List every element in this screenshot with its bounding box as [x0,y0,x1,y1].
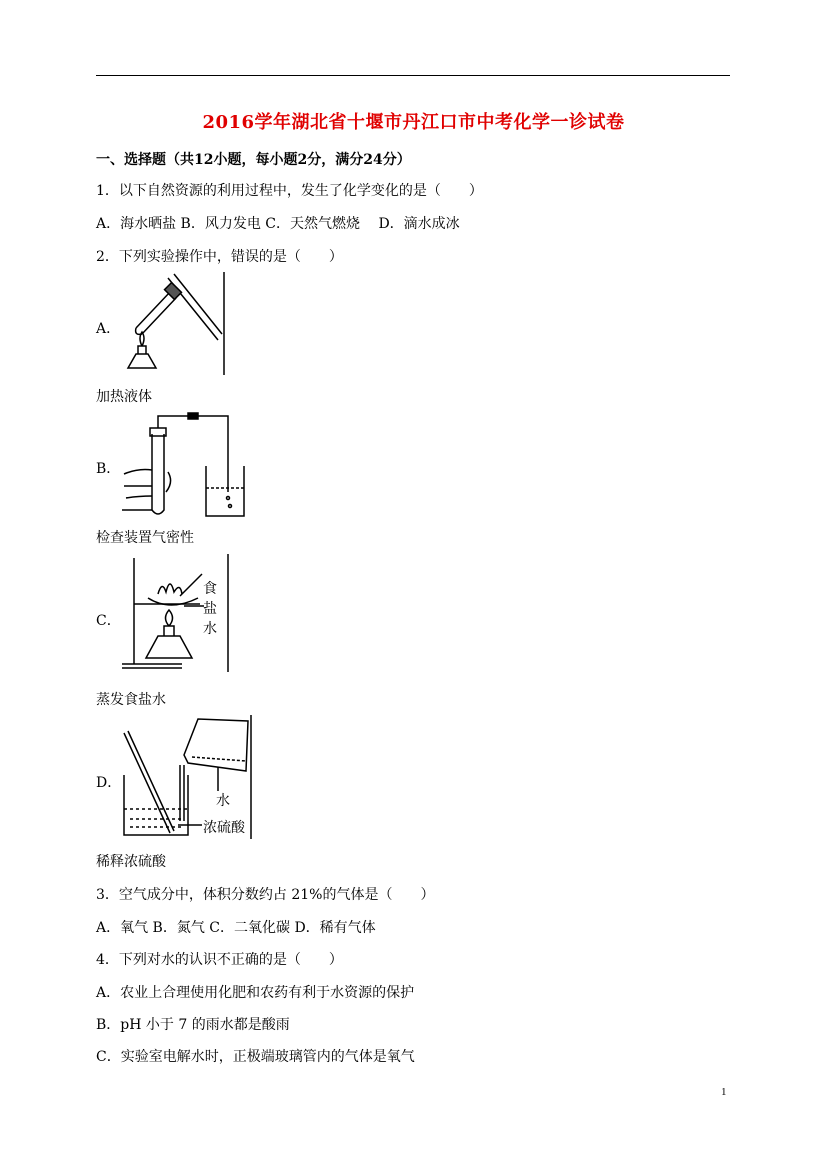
airtightness-check-figure [118,412,248,520]
q2-option-c-caption: 蒸发食盐水 [96,692,166,708]
page-title: 2016学年湖北省十堰市丹江口市中考化学一诊试卷 [202,112,625,133]
q2-option-b-letter: B． [96,461,121,477]
q4-option-a: A．农业上合理使用化肥和农药有利于水资源的保护 [96,985,415,1001]
q1-stem: 1．以下自然资源的利用过程中，发生了化学变化的是（ ） [96,183,483,199]
q4-stem: 4．下列对水的认识不正确的是（ ） [96,952,343,968]
heating-liquid-figure [118,272,228,375]
q2-option-b-caption: 检查装置气密性 [96,530,194,546]
q4-option-b: B．pH 小于 7 的雨水都是酸雨 [96,1017,290,1033]
q4-option-c: C．实验室电解水时，正极端玻璃管内的气体是氧气 [96,1049,415,1065]
fig-label-char: 食 [203,581,217,597]
q2-option-c-letter: C． [96,613,121,629]
fig-label-char: 水 [203,621,217,637]
q2-option-d-letter: D． [96,775,122,791]
acid-label: 浓硫酸 [203,820,245,836]
q1-options: A．海水晒盐 B．风力发电 C．天然气燃烧 D．滴水成冰 [96,216,460,232]
q2-option-d-caption: 稀释浓硫酸 [96,854,166,870]
section-heading: 一、选择题（共12小题，每小题2分，满分24分） [96,152,411,168]
salt-water-label [203,579,217,639]
q2-stem: 2．下列实验操作中，错误的是（ ） [96,249,343,265]
q2-option-a-caption: 加热液体 [96,389,152,405]
page-number: 1 [721,1086,727,1098]
q2-option-a-letter: A． [96,321,121,337]
q3-options: A．氧气 B．氮气 C．二氧化碳 D．稀有气体 [96,920,376,936]
fig-label-char: 盐 [203,601,217,617]
header-rule [96,75,730,76]
water-label: 水 [216,793,230,809]
q3-stem: 3．空气成分中，体积分数约占 21%的气体是（ ） [96,887,435,903]
